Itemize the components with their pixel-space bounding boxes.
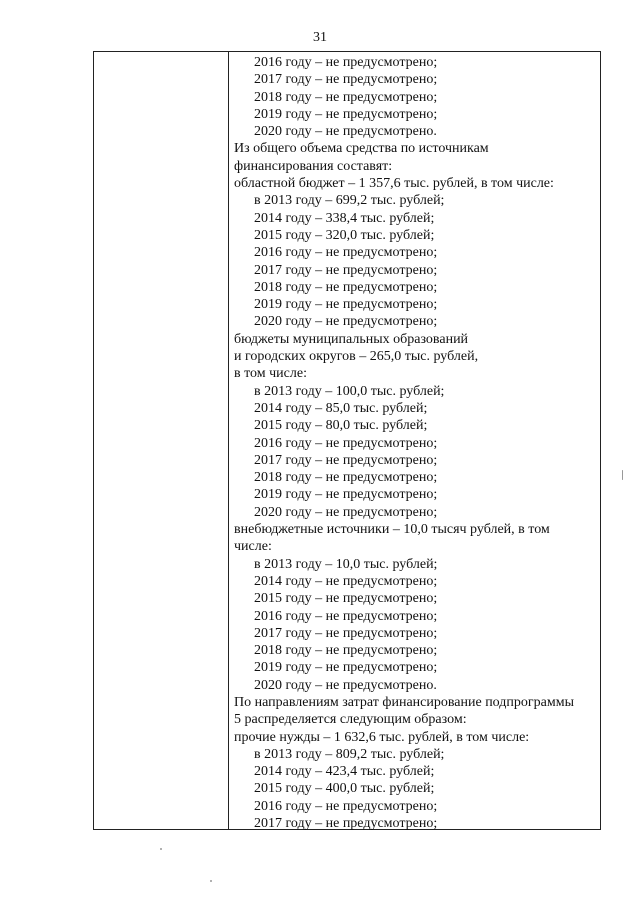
text-line: 2017 году – не предусмотрено; bbox=[254, 72, 438, 88]
text-line: 2020 году – не предусмотрено; bbox=[254, 314, 438, 330]
text-line: 2019 году – не предусмотрено; bbox=[254, 487, 438, 503]
text-line: 2017 году – не предусмотрено; bbox=[254, 452, 438, 468]
text-line: 2019 году – не предусмотрено; bbox=[254, 106, 438, 122]
text-line: областной бюджет – 1 357,6 тыс. рублей, в том числе: bbox=[234, 176, 554, 192]
text-line: 2018 году – не предусмотрено; bbox=[254, 279, 438, 295]
text-line: 2018 году – не предусмотрено; bbox=[254, 89, 438, 105]
text-line: 2016 году – не предусмотрено; bbox=[254, 798, 438, 814]
text-line: 2014 году – 423,4 тыс. рублей; bbox=[254, 764, 435, 780]
text-line: в 2013 году – 10,0 тыс. рублей; bbox=[254, 556, 438, 572]
text-line: и городских округов – 265,0 тыс. рублей, bbox=[234, 349, 479, 365]
text-line: в 2013 году – 809,2 тыс. рублей; bbox=[254, 746, 445, 762]
text-line: 2017 году – не предусмотрено; bbox=[254, 816, 438, 832]
text-line: 2016 году – не предусмотрено; bbox=[254, 245, 438, 261]
column-divider bbox=[228, 52, 229, 829]
text-line: 2020 году – не предусмотрено; bbox=[254, 504, 438, 520]
text-line: 2017 году – не предусмотрено; bbox=[254, 262, 438, 278]
text-line: 2015 году – не предусмотрено; bbox=[254, 591, 438, 607]
text-line: в 2013 году – 699,2 тыс. рублей; bbox=[254, 193, 445, 209]
text-line: 2019 году – не предусмотрено; bbox=[254, 297, 438, 313]
text-line: в 2013 году – 100,0 тыс. рублей; bbox=[254, 383, 445, 399]
text-line: 2018 году – не предусмотрено; bbox=[254, 470, 438, 486]
text-line: 2014 году – не предусмотрено; bbox=[254, 573, 438, 589]
text-line: 2020 году – не предусмотрено. bbox=[254, 677, 437, 693]
text-line: внебюджетные источники – 10,0 тысяч рублей, в том bbox=[234, 522, 550, 538]
scan-speck bbox=[210, 880, 212, 882]
scan-speck bbox=[622, 470, 623, 480]
text-line: числе: bbox=[234, 539, 272, 555]
text-line: 2015 году – 80,0 тыс. рублей; bbox=[254, 418, 428, 434]
text-line: Из общего объема средства по источникам bbox=[234, 141, 489, 157]
text-line: 5 распределяется следующим образом: bbox=[234, 712, 467, 728]
text-line: в том числе: bbox=[234, 366, 307, 382]
funding-text bbox=[234, 54, 596, 832]
text-line: 2016 году – не предусмотрено; bbox=[254, 608, 438, 624]
text-line: 2014 году – 338,4 тыс. рублей; bbox=[254, 210, 435, 226]
text-line: По направлениям затрат финансирование подпрограммы bbox=[234, 694, 574, 710]
text-line: 2018 году – не предусмотрено; bbox=[254, 643, 438, 659]
text-line: 2014 году – 85,0 тыс. рублей; bbox=[254, 400, 428, 416]
text-line: бюджеты муниципальных образований bbox=[234, 331, 469, 347]
text-line: финансирования составят: bbox=[234, 158, 393, 174]
text-line: прочие нужды – 1 632,6 тыс. рублей, в том числе: bbox=[234, 729, 530, 745]
text-line: 2015 году – 400,0 тыс. рублей; bbox=[254, 781, 435, 797]
text-line: 2017 году – не предусмотрено; bbox=[254, 625, 438, 641]
text-line: 2015 году – 320,0 тыс. рублей; bbox=[254, 227, 435, 243]
text-line: 2016 году – не предусмотрено; bbox=[254, 435, 438, 451]
text-line: 2016 году – не предусмотрено; bbox=[254, 55, 438, 70]
scan-speck bbox=[160, 848, 162, 850]
text-line: 2020 году – не предусмотрено. bbox=[254, 124, 437, 140]
text-line: 2019 году – не предусмотрено; bbox=[254, 660, 438, 676]
page-number: 31 bbox=[313, 30, 327, 45]
funding-table bbox=[93, 51, 601, 830]
